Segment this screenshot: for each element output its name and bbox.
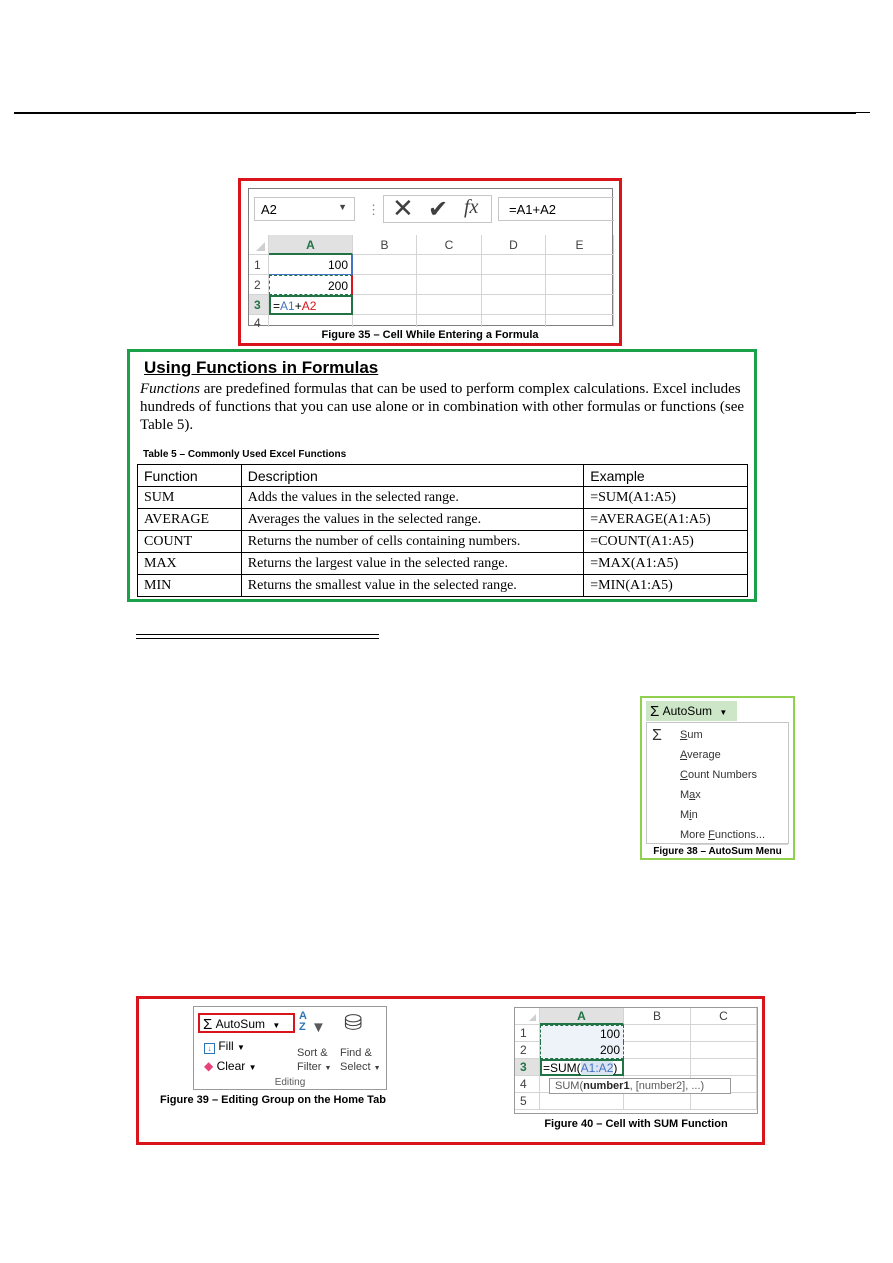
sort-filter-icon[interactable] — [299, 1011, 331, 1039]
clear-button[interactable] — [204, 1059, 257, 1073]
function-example: =MAX(A1:A5) — [584, 553, 748, 575]
row-header-1[interactable]: 1 — [249, 255, 269, 275]
formula-ref-a1: A1 — [280, 299, 295, 313]
menu-item-average[interactable]: Average — [680, 749, 721, 761]
sigma-icon: Σ — [203, 1016, 213, 1033]
formula-plus: + — [294, 299, 302, 313]
para-text: are predefined formulas that can be used to perform complex calculations. Excel includes hundreds of functions that you can use alone or in combination with other formulas or functions (see Table 5). — [140, 381, 745, 433]
sigma-icon: Σ — [652, 727, 662, 744]
clear-label: Clear — [216, 1059, 246, 1073]
cell-b3[interactable] — [624, 1059, 691, 1076]
cell-a1[interactable]: 100 — [269, 255, 353, 275]
row-header-5[interactable]: 5 — [515, 1093, 540, 1110]
sigma-icon: Σ — [650, 703, 660, 720]
figure-39-caption: Figure 39 – Editing Group on the Home Tab — [160, 1094, 386, 1106]
row-header-2[interactable]: 2 — [249, 275, 269, 295]
table-row — [138, 575, 748, 597]
table-row — [138, 509, 748, 531]
menu-item-max[interactable]: Max — [680, 789, 701, 801]
menu-divider — [680, 844, 788, 845]
cell-a2[interactable]: 200 — [269, 275, 353, 295]
cell-d1[interactable] — [482, 255, 546, 275]
functions-section-frame — [127, 349, 757, 602]
cell-c2[interactable] — [417, 275, 482, 295]
column-header-row — [515, 1008, 757, 1025]
cell-c1[interactable] — [417, 255, 482, 275]
menu-item-sum[interactable]: Sum — [680, 729, 703, 741]
table-row — [138, 531, 748, 553]
cell-c3[interactable] — [691, 1059, 757, 1076]
figures-39-40-frame — [136, 996, 765, 1145]
excel-window — [248, 188, 613, 330]
row-1 — [249, 255, 614, 275]
sum-cell-window — [514, 1007, 758, 1114]
column-header-c[interactable]: C — [417, 235, 482, 255]
enter-check-icon[interactable]: ✔ — [428, 196, 449, 223]
function-name: MAX — [138, 553, 242, 575]
function-name: COUNT — [138, 531, 242, 553]
function-description: Returns the smallest value in the selected range. — [241, 575, 583, 597]
function-name: MIN — [138, 575, 242, 597]
sort-az-icon: A Z — [299, 1010, 307, 1033]
binoculars-icon[interactable]: ⛁ — [344, 1010, 363, 1035]
cell-a3-active[interactable] — [540, 1059, 624, 1076]
sum-func-text: =SUM( — [543, 1061, 581, 1075]
cell-b1[interactable] — [353, 255, 417, 275]
column-header-d[interactable]: D — [482, 235, 546, 255]
figure-35-caption: Figure 35 – Cell While Entering a Formula — [321, 329, 539, 341]
cell-c2[interactable] — [691, 1042, 757, 1059]
chevron-down-icon: ▼ — [248, 1063, 257, 1072]
table-header-row — [138, 465, 748, 487]
cell-e2[interactable] — [546, 275, 614, 295]
more-options-icon: ⋮ — [367, 202, 380, 217]
section-heading: Using Functions in Formulas — [144, 358, 379, 377]
double-rule-divider — [136, 634, 379, 639]
row-header-1[interactable]: 1 — [515, 1025, 540, 1042]
figure-38-frame — [640, 696, 795, 860]
fill-down-icon: ↓ — [204, 1043, 215, 1054]
column-header-b[interactable]: B — [353, 235, 417, 255]
column-header-e[interactable]: E — [546, 235, 614, 255]
autosum-label: AutoSum — [215, 1017, 265, 1031]
menu-item-more-functions[interactable]: More Functions... — [680, 829, 765, 841]
para-term: Functions — [140, 381, 200, 397]
function-tooltip: SUM(number1, [number2], ...) — [549, 1078, 731, 1094]
table-header-example: Example — [584, 465, 748, 487]
cell-c3[interactable] — [417, 295, 482, 315]
name-box-value: A2 — [261, 202, 277, 217]
cell-a3-active[interactable] — [269, 295, 353, 315]
column-header-c[interactable]: C — [691, 1008, 757, 1025]
formula-controls — [383, 195, 492, 223]
fill-label: Fill — [218, 1039, 234, 1053]
chevron-down-icon[interactable]: ▼ — [338, 202, 347, 212]
find-select-button[interactable]: Find & Select ▼ — [340, 1047, 381, 1073]
insert-function-icon[interactable]: fx — [464, 196, 479, 218]
table-row — [138, 487, 748, 509]
column-header-row — [249, 235, 614, 255]
formula-bar — [249, 189, 612, 229]
figure-38-caption: Figure 38 – AutoSum Menu — [653, 846, 782, 857]
row-3 — [515, 1059, 757, 1076]
autosum-label: AutoSum — [662, 704, 712, 718]
row-header-3[interactable]: 3 — [249, 295, 269, 315]
sort-filter-button[interactable]: Sort & Filter ▼ — [297, 1047, 332, 1073]
cell-a4[interactable] — [269, 315, 353, 327]
column-header-b[interactable]: B — [624, 1008, 691, 1025]
table-caption: Table 5 – Commonly Used Excel Functions — [143, 449, 347, 460]
function-example: =MIN(A1:A5) — [584, 575, 748, 597]
sum-close-paren: ) — [613, 1061, 618, 1075]
funnel-icon: ▼ — [311, 1019, 326, 1036]
autosum-menu — [646, 722, 789, 844]
select-all-corner[interactable] — [515, 1008, 540, 1025]
row-2 — [249, 275, 614, 295]
row-4 — [249, 315, 614, 330]
row-3 — [249, 295, 614, 315]
function-name: AVERAGE — [138, 509, 242, 531]
column-header-a[interactable]: A — [269, 235, 353, 255]
fill-button[interactable] — [204, 1039, 245, 1054]
eraser-icon: ◆ — [204, 1059, 214, 1073]
function-example: =AVERAGE(A1:A5) — [584, 509, 748, 531]
function-example: =COUNT(A1:A5) — [584, 531, 748, 553]
table-header-function: Function — [138, 465, 242, 487]
row-5 — [515, 1093, 757, 1110]
name-box[interactable] — [254, 197, 355, 221]
chevron-down-icon: ▼ — [373, 1065, 381, 1072]
chevron-down-icon: ▼ — [324, 1065, 332, 1072]
formula-equals: = — [273, 299, 281, 313]
function-name: SUM — [138, 487, 242, 509]
autosum-dropdown-button[interactable] — [646, 701, 737, 721]
formula-ref-a2: A2 — [301, 299, 317, 313]
figure-35-frame — [238, 178, 622, 346]
cell-b1[interactable] — [624, 1025, 691, 1042]
figure-40-caption: Figure 40 – Cell with SUM Function — [544, 1118, 728, 1130]
cell-d3[interactable] — [482, 295, 546, 315]
cell-b5[interactable] — [624, 1093, 691, 1110]
function-description: Returns the number of cells containing numbers. — [241, 531, 583, 553]
row-header-4[interactable]: 4 — [249, 315, 269, 327]
column-header-a[interactable]: A — [540, 1008, 624, 1025]
cell-c4[interactable] — [417, 315, 482, 327]
row-header-2[interactable]: 2 — [515, 1042, 540, 1059]
editing-group-label: Editing — [274, 1077, 306, 1088]
cell-b2[interactable] — [624, 1042, 691, 1059]
cancel-icon[interactable]: ✕ — [392, 193, 414, 223]
cell-a2[interactable]: 200 — [540, 1042, 624, 1059]
function-description: Adds the values in the selected range. — [241, 487, 583, 509]
cell-e4[interactable] — [546, 315, 614, 327]
function-description: Averages the values in the selected range. — [241, 509, 583, 531]
cell-d2[interactable] — [482, 275, 546, 295]
select-all-corner[interactable] — [249, 235, 269, 255]
cell-d4[interactable] — [482, 315, 546, 327]
sum-range-ref: A1:A2 — [580, 1061, 614, 1075]
chevron-down-icon: ▼ — [719, 708, 728, 717]
table-header-description: Description — [241, 465, 583, 487]
cell-a1[interactable]: 100 — [540, 1025, 624, 1042]
header-rule — [14, 112, 856, 114]
row-2 — [515, 1042, 757, 1059]
row-header-3[interactable]: 3 — [515, 1059, 540, 1076]
chevron-down-icon: ▼ — [272, 1021, 281, 1030]
row-1 — [515, 1025, 757, 1042]
editing-group-panel — [193, 1006, 387, 1090]
chevron-down-icon: ▼ — [237, 1043, 245, 1052]
cell-a5[interactable] — [540, 1093, 624, 1110]
menu-item-min[interactable]: Min — [680, 809, 698, 821]
autosum-button[interactable] — [198, 1013, 295, 1033]
function-description: Returns the largest value in the selected range. — [241, 553, 583, 575]
functions-table — [137, 464, 748, 597]
cell-c1[interactable] — [691, 1025, 757, 1042]
cell-b3[interactable] — [353, 295, 417, 315]
menu-item-count-numbers[interactable]: Count Numbers — [680, 769, 758, 781]
row-header-4[interactable]: 4 — [515, 1076, 540, 1093]
cell-e1[interactable] — [546, 255, 614, 275]
cell-c5[interactable] — [691, 1093, 757, 1110]
cell-e3[interactable] — [546, 295, 614, 315]
formula-input[interactable]: =A1+A2 — [498, 197, 614, 221]
cell-b4[interactable] — [353, 315, 417, 327]
table-row — [138, 553, 748, 575]
cell-b2[interactable] — [353, 275, 417, 295]
function-example: =SUM(A1:A5) — [584, 487, 748, 509]
section-paragraph — [140, 380, 746, 434]
